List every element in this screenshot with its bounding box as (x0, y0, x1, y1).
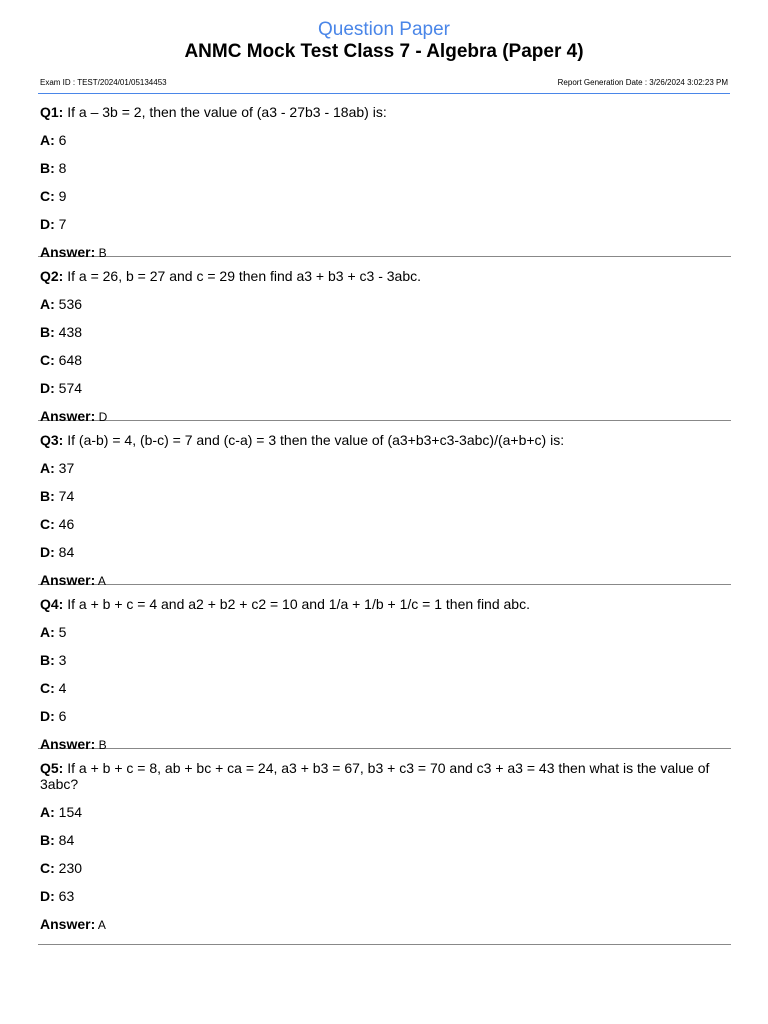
option-b (40, 160, 729, 176)
question-number: Q1: (40, 104, 64, 120)
option-label: C: (40, 516, 55, 532)
option-c (40, 680, 729, 696)
answer-label: Answer: (40, 572, 96, 588)
option-label: D: (40, 888, 55, 904)
page-header (0, 0, 768, 63)
answer-value: B (95, 246, 107, 260)
option-value: 6 (54, 132, 67, 148)
option-b (40, 652, 729, 668)
option-value: 7 (54, 216, 67, 232)
option-d (40, 544, 729, 560)
option-label: D: (40, 380, 55, 396)
answer-value: A (95, 918, 106, 932)
option-value: 63 (54, 888, 75, 904)
question-text: If a = 26, b = 27 and c = 29 then find a3 + b3 + c3 - 3abc. (63, 268, 421, 284)
answer-label: Answer: (40, 244, 96, 260)
option-label: B: (40, 488, 55, 504)
option-value: 74 (54, 488, 75, 504)
option-value: 46 (54, 516, 75, 532)
answer-value: A (95, 574, 106, 588)
option-label: C: (40, 188, 55, 204)
question-text: If a – 3b = 2, then the value of (a3 - 27b3 - 18ab) is: (63, 104, 387, 120)
option-label: B: (40, 160, 55, 176)
option-label: B: (40, 324, 55, 340)
answer-label: Answer: (40, 916, 96, 932)
option-d (40, 708, 729, 724)
answer-value: B (95, 738, 107, 752)
option-d (40, 888, 729, 904)
option-b (40, 832, 729, 848)
question-item (38, 585, 731, 752)
meta-row (38, 76, 730, 94)
option-a (40, 460, 729, 476)
option-label: C: (40, 352, 55, 368)
option-value: 230 (54, 860, 83, 876)
option-b (40, 488, 729, 504)
option-b (40, 324, 729, 340)
option-value: 8 (54, 160, 67, 176)
option-value: 4 (54, 680, 67, 696)
question-text-line (40, 104, 729, 120)
option-label: A: (40, 624, 55, 640)
option-d (40, 216, 729, 232)
option-label: B: (40, 652, 55, 668)
option-c (40, 516, 729, 532)
option-a (40, 624, 729, 640)
option-label: B: (40, 832, 55, 848)
page-title: ANMC Mock Test Class 7 - Algebra (Paper 4) (184, 41, 584, 62)
option-value: 648 (54, 352, 83, 368)
option-a (40, 132, 729, 148)
option-value: 536 (54, 296, 83, 312)
option-value: 154 (54, 804, 83, 820)
option-label: A: (40, 296, 55, 312)
option-label: D: (40, 216, 55, 232)
option-value: 6 (54, 708, 67, 724)
option-label: D: (40, 544, 55, 560)
option-label: A: (40, 804, 55, 820)
option-label: C: (40, 680, 55, 696)
question-text-line (40, 596, 729, 612)
option-label: D: (40, 708, 55, 724)
question-number: Q4: (40, 596, 64, 612)
option-value: 84 (54, 832, 75, 848)
exam-id: Exam ID : TEST/2024/01/05134453 (40, 78, 167, 87)
option-value: 9 (54, 188, 67, 204)
question-item (38, 257, 731, 424)
question-text-line (40, 268, 729, 284)
question-text: If (a-b) = 4, (b-c) = 7 and (c-a) = 3 then the value of (a3+b3+c3-3abc)/(a+b+c) is: (63, 432, 565, 448)
option-c (40, 860, 729, 876)
question-number: Q2: (40, 268, 64, 284)
option-a (40, 296, 729, 312)
option-value: 84 (54, 544, 75, 560)
paper-type-heading: Question Paper (317, 19, 451, 40)
question-text-line (40, 760, 729, 792)
option-value: 3 (54, 652, 67, 668)
answer-label: Answer: (40, 408, 96, 424)
question-list (38, 93, 731, 945)
question-number: Q3: (40, 432, 64, 448)
answer-line (40, 916, 729, 933)
option-d (40, 380, 729, 396)
answer-value: D (95, 410, 108, 424)
question-text: If a + b + c = 4 and a2 + b2 + c2 = 10 and 1/a + 1/b + 1/c = 1 then find abc. (63, 596, 530, 612)
option-a (40, 804, 729, 820)
question-item (38, 421, 731, 588)
option-label: C: (40, 860, 55, 876)
question-text-line (40, 432, 729, 448)
option-value: 5 (54, 624, 67, 640)
question-number: Q5: (40, 760, 64, 776)
option-value: 574 (54, 380, 83, 396)
option-value: 37 (54, 460, 75, 476)
option-c (40, 188, 729, 204)
option-c (40, 352, 729, 368)
option-value: 438 (54, 324, 83, 340)
question-text: If a + b + c = 8, ab + bc + ca = 24, a3 + b3 = 67, b3 + c3 = 70 and c3 + a3 = 43 then what is the value of 3abc? (40, 760, 710, 792)
option-label: A: (40, 132, 55, 148)
answer-label: Answer: (40, 736, 96, 752)
question-item (38, 749, 731, 945)
option-label: A: (40, 460, 55, 476)
question-item (38, 93, 731, 260)
report-generation-date: Report Generation Date : 3/26/2024 3:02:23 PM (557, 78, 728, 87)
